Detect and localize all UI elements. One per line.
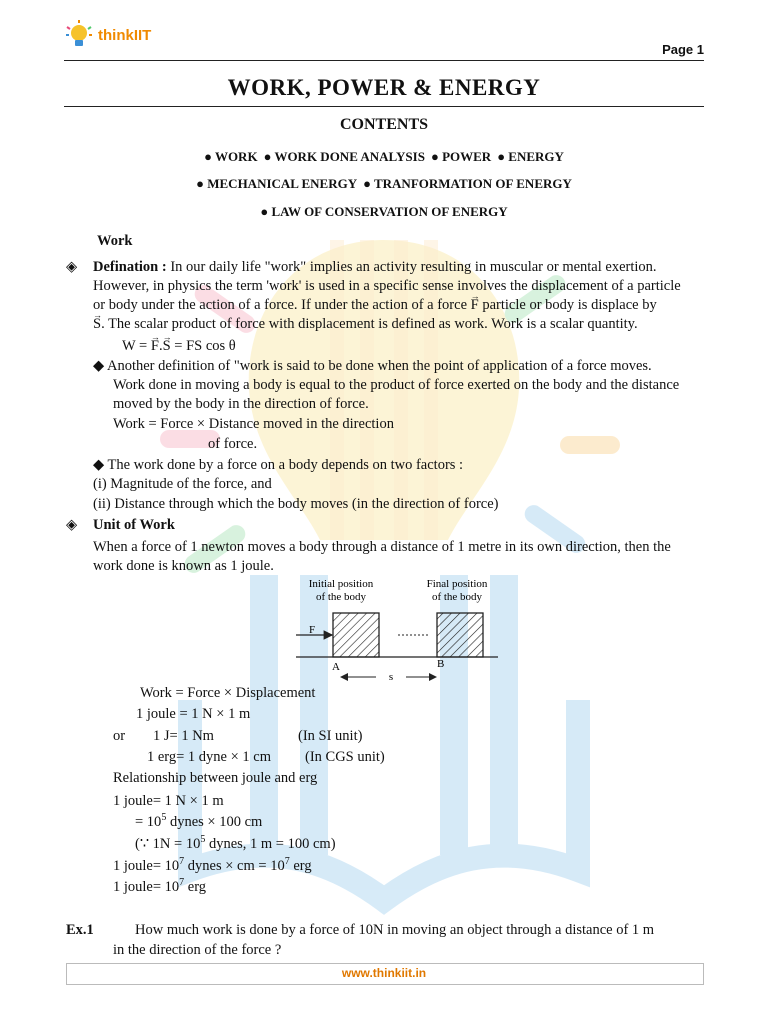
toc-item: ● WORK: [204, 149, 258, 164]
unit-of-work-heading: Unit of Work: [93, 517, 175, 533]
factor-2: (ii) Distance through which the body moves (in the direction of force): [93, 496, 499, 512]
example-label: Ex.1: [66, 922, 94, 938]
diamond-bullet-icon: ◈: [66, 259, 78, 275]
final-body-box: [437, 613, 483, 657]
eq-joule-nm: 1 J= 1 Nm: [153, 728, 214, 744]
another-definition-line-1: ◆ Another definition of "work is said to be done when the point of application of a force moves.: [93, 358, 652, 374]
diamond-bullet-icon: ◈: [66, 517, 78, 533]
page-number: Page 1: [662, 42, 704, 57]
work-formula: W = → F.→ S = FS cos θ: [122, 337, 236, 357]
factor-1: (i) Magnitude of the force, and: [93, 476, 272, 492]
initial-body-box: [333, 613, 379, 657]
definition-line-1: Defination : In our daily life "work" implies an activity resulting in muscular or mental exertion.: [93, 259, 657, 275]
toc-item: ● WORK DONE ANALYSIS: [263, 149, 425, 164]
eq-work-displacement: Work = Force × Displacement: [140, 685, 316, 701]
toc-line-1: [0, 149, 768, 165]
definition-line-4: → S. The scalar product of force with displacement is defined as work. Work is a scalar quantity.: [93, 315, 638, 335]
example-line-1: How much work is done by a force of 10N in moving an object through a distance of 1 m: [135, 922, 655, 938]
eq-si-unit: (In SI unit): [298, 728, 363, 744]
eq-cgs-unit: (In CGS unit): [305, 749, 385, 765]
initial-position-label: Initial position: [308, 578, 374, 590]
point-b-label: B: [437, 658, 445, 670]
eq-erg: 1 erg= 1 dyne × 1 cm: [147, 749, 272, 765]
title-rule: [64, 106, 704, 107]
depends-line: ◆ The work done by a force on a body depends on two factors :: [93, 457, 464, 473]
section-heading-work: Work: [97, 233, 133, 249]
toc-item: ● TRANFORMATION OF ENERGY: [363, 176, 572, 191]
toc-item: ● POWER: [430, 149, 492, 164]
relationship-heading: Relationship between joule and erg: [113, 770, 318, 786]
eq-joule: 1 joule = 1 N × 1 m: [136, 706, 251, 722]
eq-or: or: [113, 728, 126, 744]
page-title: WORK, POWER & ENERGY: [227, 75, 541, 100]
rel-line-5: 1 joule= $10^7$ erg: [113, 877, 207, 895]
header-rule: [64, 60, 704, 61]
work-diagram: [296, 573, 506, 685]
rel-line-2: = $10^5$ dynes × 100 cm: [135, 812, 263, 830]
rel-line-1: 1 joule= 1 N × 1 m: [113, 793, 224, 809]
toc-line-2: [0, 176, 768, 192]
another-definition-line-3: moved by the body in the direction of force.: [113, 396, 369, 412]
definition-line-2: However, in physics the term 'work' is used in a specific sense involves the displacement of a particle: [93, 278, 681, 294]
example-line-2: in the direction of the force ?: [113, 942, 282, 958]
point-a-label: A: [332, 661, 340, 673]
unit-line-1: When a force of 1 newton moves a body through a distance of 1 metre in its own direction, then the: [93, 539, 671, 555]
work-equation-line-1: Work = Force × Distance moved in the direction: [113, 416, 394, 432]
definition-label: Defination :: [93, 259, 167, 275]
final-position-label: Final position: [426, 578, 488, 590]
rel-line-3: (∵ $1N = 10^5$ dynes, 1 m = 100 cm): [135, 834, 336, 852]
initial-position-label: of the body: [315, 591, 367, 603]
rel-line-4: 1 joule= $10^7$ dynes × cm = $10^7$ erg: [113, 856, 312, 874]
footer-url-link[interactable]: www.thinkiit.in: [341, 966, 427, 980]
unit-line-2: work done is known as 1 joule.: [93, 558, 274, 574]
toc-item: ● MECHANICAL ENERGY: [196, 176, 358, 191]
bulb-logo-icon: [64, 19, 94, 51]
work-equation-line-2: of force.: [208, 436, 258, 452]
logo-text: thinkIIT: [98, 26, 152, 44]
displacement-label: s: [388, 671, 394, 683]
contents-heading: CONTENTS: [339, 116, 429, 133]
another-definition-line-2: Work done in moving a body is equal to the product of force exerted on the body and the distance: [113, 377, 680, 393]
brand-logo: [64, 18, 151, 52]
toc-line-3: [0, 204, 768, 220]
final-position-label: of the body: [431, 591, 483, 603]
force-label: F: [309, 624, 316, 636]
toc-item: ● ENERGY: [497, 149, 564, 164]
toc-item: ● LAW OF CONSERVATION OF ENERGY: [260, 204, 508, 219]
definition-line-3: or body under the action of a force. If under the action of a force → F particle or body is displace by: [93, 296, 657, 316]
